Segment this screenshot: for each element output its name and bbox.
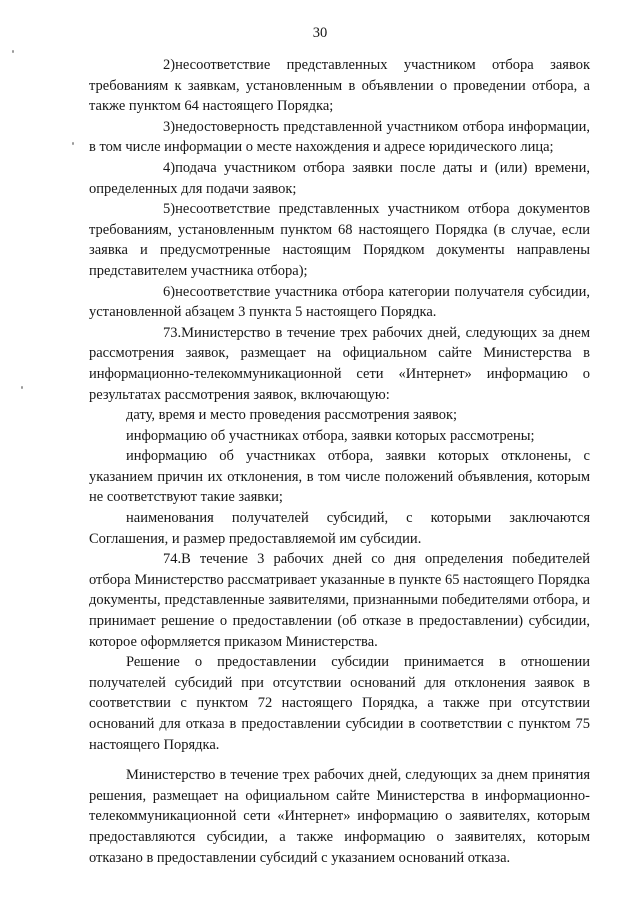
item-number: 73. <box>163 324 182 341</box>
paragraph <box>89 652 590 755</box>
item-number: 74. <box>163 551 182 568</box>
sub-paragraph <box>89 405 590 426</box>
item-74 <box>89 549 590 652</box>
item-number: 6) <box>163 283 176 300</box>
list-item-5 <box>89 199 590 281</box>
list-item-2 <box>89 55 590 117</box>
item-text: несоответствие участника отбора категории получателя субсидии, установленной абзацем 3 пункта 5 настоящего Порядка. <box>89 283 590 321</box>
margin-speck <box>72 142 74 145</box>
item-number: 2) <box>163 57 176 73</box>
list-item-3 <box>89 117 590 158</box>
item-text: Министерство в течение трех рабочих дней, следующих за днем рассмотрения заявок, размещает на официальном сайте Министерства в информационно-телекоммуникационной сети «Интернет» информацию о результатах рассмотрения заявок, включающую: <box>89 324 590 403</box>
document-body <box>89 55 590 868</box>
list-item-4 <box>89 158 590 199</box>
item-text: Решение о предоставлении субсидии принимается в отношении получателей субсидий при отсутствии оснований для отклонения заявок в соответствии с пунктом 72 настоящего Порядка, а также при отсутствии оснований для отказа в предоставлении субсидии в соответствии с пунктом 75 настоящего Порядка. <box>89 654 590 753</box>
item-number: 4) <box>163 159 176 176</box>
paragraph <box>89 765 590 868</box>
item-text: В течение 3 рабочих дней со дня определения победителей отбора Министерство рассматривает указанные в пункте 65 настоящего Порядка документы, представленные заявителями, признанными победителями отбора, и принимает решение о предоставлении (об отказе в предоставлении) субсидии, которое оформляется приказом Министерства. <box>89 551 590 650</box>
item-text: несоответствие представленных участником отбора заявок требованиям к заявкам, установленным в объявлении о проведении отбора, а также пунктом 64 настоящего Порядка; <box>89 57 590 115</box>
item-text: наименования получателей субсидий, с которыми заключаются Соглашения, и размер предоставляемой им субсидии. <box>89 510 590 547</box>
sub-paragraph <box>89 426 590 447</box>
list-item-6 <box>89 282 590 323</box>
item-text: дату, время и место проведения рассмотрения заявок; <box>126 407 458 424</box>
item-number: 5) <box>163 201 176 218</box>
margin-speck <box>12 50 14 53</box>
item-text: несоответствие представленных участником отбора документов требованиям, установленным пунктом 68 настоящего Порядка (в случае, если заявка и предусмотренные настоящим Порядком документы направлены представителем участника отбора); <box>89 201 590 279</box>
item-73 <box>89 323 590 405</box>
margin-speck <box>21 386 23 389</box>
item-text: Министерство в течение трех рабочих дней, следующих за днем принятия решения, размещает на официальном сайте Министерства в информационно-телекоммуникационной сети «Интернет» информацию о заявителях, которым предоставляются субсидии, а также информацию о заявителях, которым отказано в предоставлении субсидий с указанием оснований отказа. <box>89 767 590 866</box>
item-text: недостоверность представленной участником отбора информации, в том числе информации о месте нахождения и адресе юридического лица; <box>89 118 590 156</box>
item-number: 3) <box>163 118 176 135</box>
sub-paragraph <box>89 508 590 549</box>
sub-paragraph <box>89 446 590 508</box>
item-text: информацию об участниках отбора, заявки которых рассмотрены; <box>126 427 535 444</box>
page-number: 30 <box>312 25 328 41</box>
item-text: подача участником отбора заявки после даты и (или) времени, определенных для подачи заявок; <box>89 159 590 197</box>
item-text: информацию об участниках отбора, заявки которых отклонены, с указанием причин их отклонения, в том числе положений объявления, которым не соответствуют такие заявки; <box>89 448 590 506</box>
